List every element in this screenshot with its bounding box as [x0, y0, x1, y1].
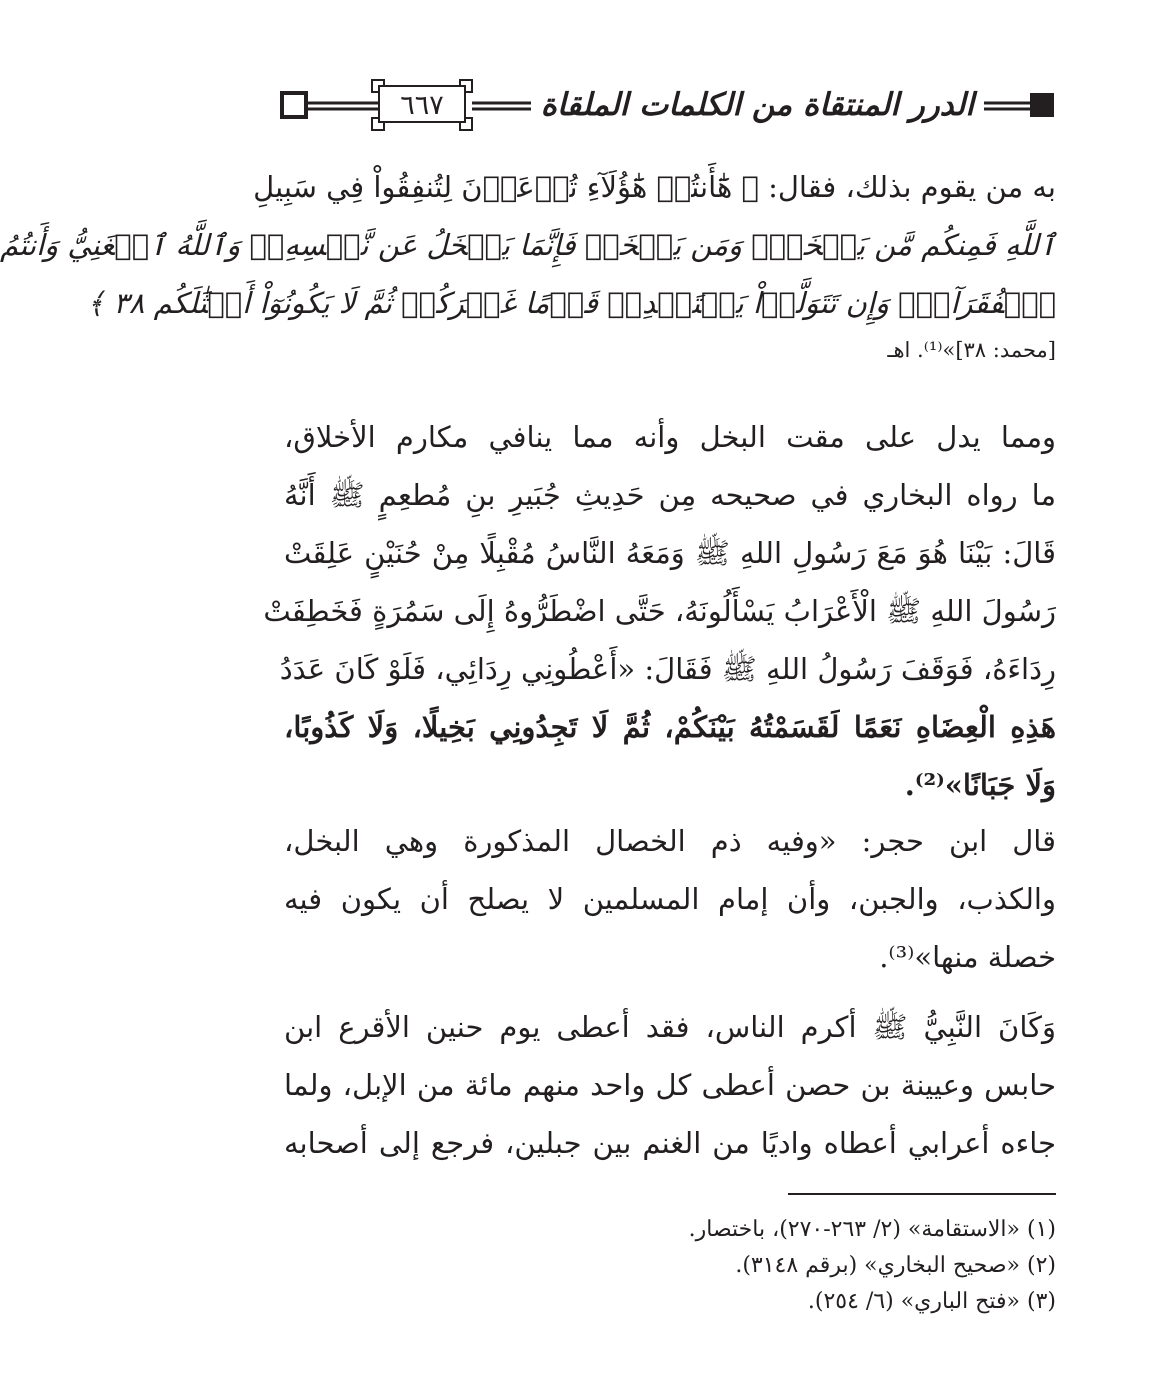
text-line: رِدَاءَهُ، فَوَقَفَ رَسُولُ اللهِ ﷺ فَقَالَ: «أَعْطُونِي رِدَائِي، فَلَوْ كَانَ عَدَدُ	[279, 652, 1056, 686]
text-line: والكذب، والجبن، وأن إمام المسلمين لا يصلح أن يكون فيه	[284, 882, 1056, 916]
text-line: ٱلۡفُقَرَآءُۚ وَإِن تَتَوَلَّوۡاْ يَسۡتَبۡدِلۡ قَوۡمًا غَيۡرَكُمۡ ثُمَّ لَا يَكُونُوٓاْ أَمۡثَٰلَكُم ٣٨ ﴾	[87, 286, 1056, 320]
quran-citation: [محمد: ٣٨]»⁽¹⁾. اهـ	[887, 338, 1056, 362]
text-line: قَالَ: بَيْنَا هُوَ مَعَ رَسُولِ اللهِ ﷺ وَمَعَهُ النَّاسُ مُقْبِلًا مِنْ حُنَيْنٍ عَلِقَتْ	[284, 536, 1056, 570]
text-line: وَكَانَ النَّبِيُّ ﷺ أكرم الناس، فقد أعطى يوم حنين الأقرع ابن	[284, 1010, 1056, 1044]
text-line: ٱللَّهِ فَمِنكُم مَّن يَبۡخَلُۖ وَمَن يَبۡخَلۡ فَإِنَّمَا يَبۡخَلُ عَن نَّفۡسِهِۦۚ وَٱللَّهُ ٱلۡغَنِيُّ وَأَنتُمُ	[0, 228, 1056, 262]
text-line: خصلة منها»⁽³⁾.	[879, 940, 1056, 974]
paragraph-generosity	[284, 998, 1056, 1172]
text-line: رَسُولَ اللهِ ﷺ الْأَعْرَابُ يَسْأَلُونَهُ، حَتَّى اضْطَرُّوهُ إِلَى سَمُرَةٍ فَخَطِفَتْ	[263, 594, 1056, 628]
footnote: (٢) «صحيح البخاري» (برقم ٣١٤٨).	[735, 1253, 1056, 1278]
text-line: وَلَا جَبَانًا»⁽²⁾.	[904, 768, 1056, 802]
text-line: ومما يدل على مقت البخل وأنه مما ينافي مكارم الأخلاق،	[284, 420, 1056, 454]
book-title: الدرر المنتقاة من الكلمات الملقاة	[531, 82, 984, 128]
paragraph-quran-quote	[0, 158, 1056, 368]
footnotes	[284, 1212, 1056, 1320]
footnote-separator	[788, 1193, 1056, 1195]
text-line: قال ابن حجر: «وفيه ذم الخصال المذكورة وهي البخل،	[284, 824, 1056, 858]
text-line: ما رواه البخاري في صحيحه مِن حَدِيثِ جُبَيرِ بنِ مُطعِمٍ ﷺ أَنَّهُ	[284, 478, 1056, 512]
text-line: هَذِهِ الْعِضَاهِ نَعَمًا لَقَسَمْتُهُ بَيْنَكُمْ، ثُمَّ لَا تَجِدُونِي بَخِيلًا، وَلَا كَذُوبًا،	[284, 710, 1056, 744]
paragraph-hadith	[263, 408, 1056, 814]
paragraph-ibn-hajar	[284, 812, 1056, 986]
text-line: جاءه أعرابي أعطاه واديًا من الغنم بين جبلين، فرجع إلى أصحابه	[284, 1126, 1056, 1160]
footnote: (١) «الاستقامة» (٢/ ٢٦٣-٢٧٠)، باختصار.	[688, 1217, 1056, 1242]
text-line: حابس وعيينة بن حصن أعطى كل واحد منهم مائة من الإبل، ولما	[284, 1068, 1056, 1102]
footnote: (٣) «فتح الباري» (٦/ ٢٥٤).	[807, 1289, 1056, 1314]
running-header	[280, 76, 1058, 134]
page-number: ٦٦٧	[378, 85, 466, 123]
text-line: به من يقوم بذلك، فقال: ﴿ هَٰٓأَنتُمۡ هَٰٓؤُلَآءِ تُدۡعَوۡنَ لِتُنفِقُواْ فِي سَبِيلِ	[253, 170, 1056, 204]
